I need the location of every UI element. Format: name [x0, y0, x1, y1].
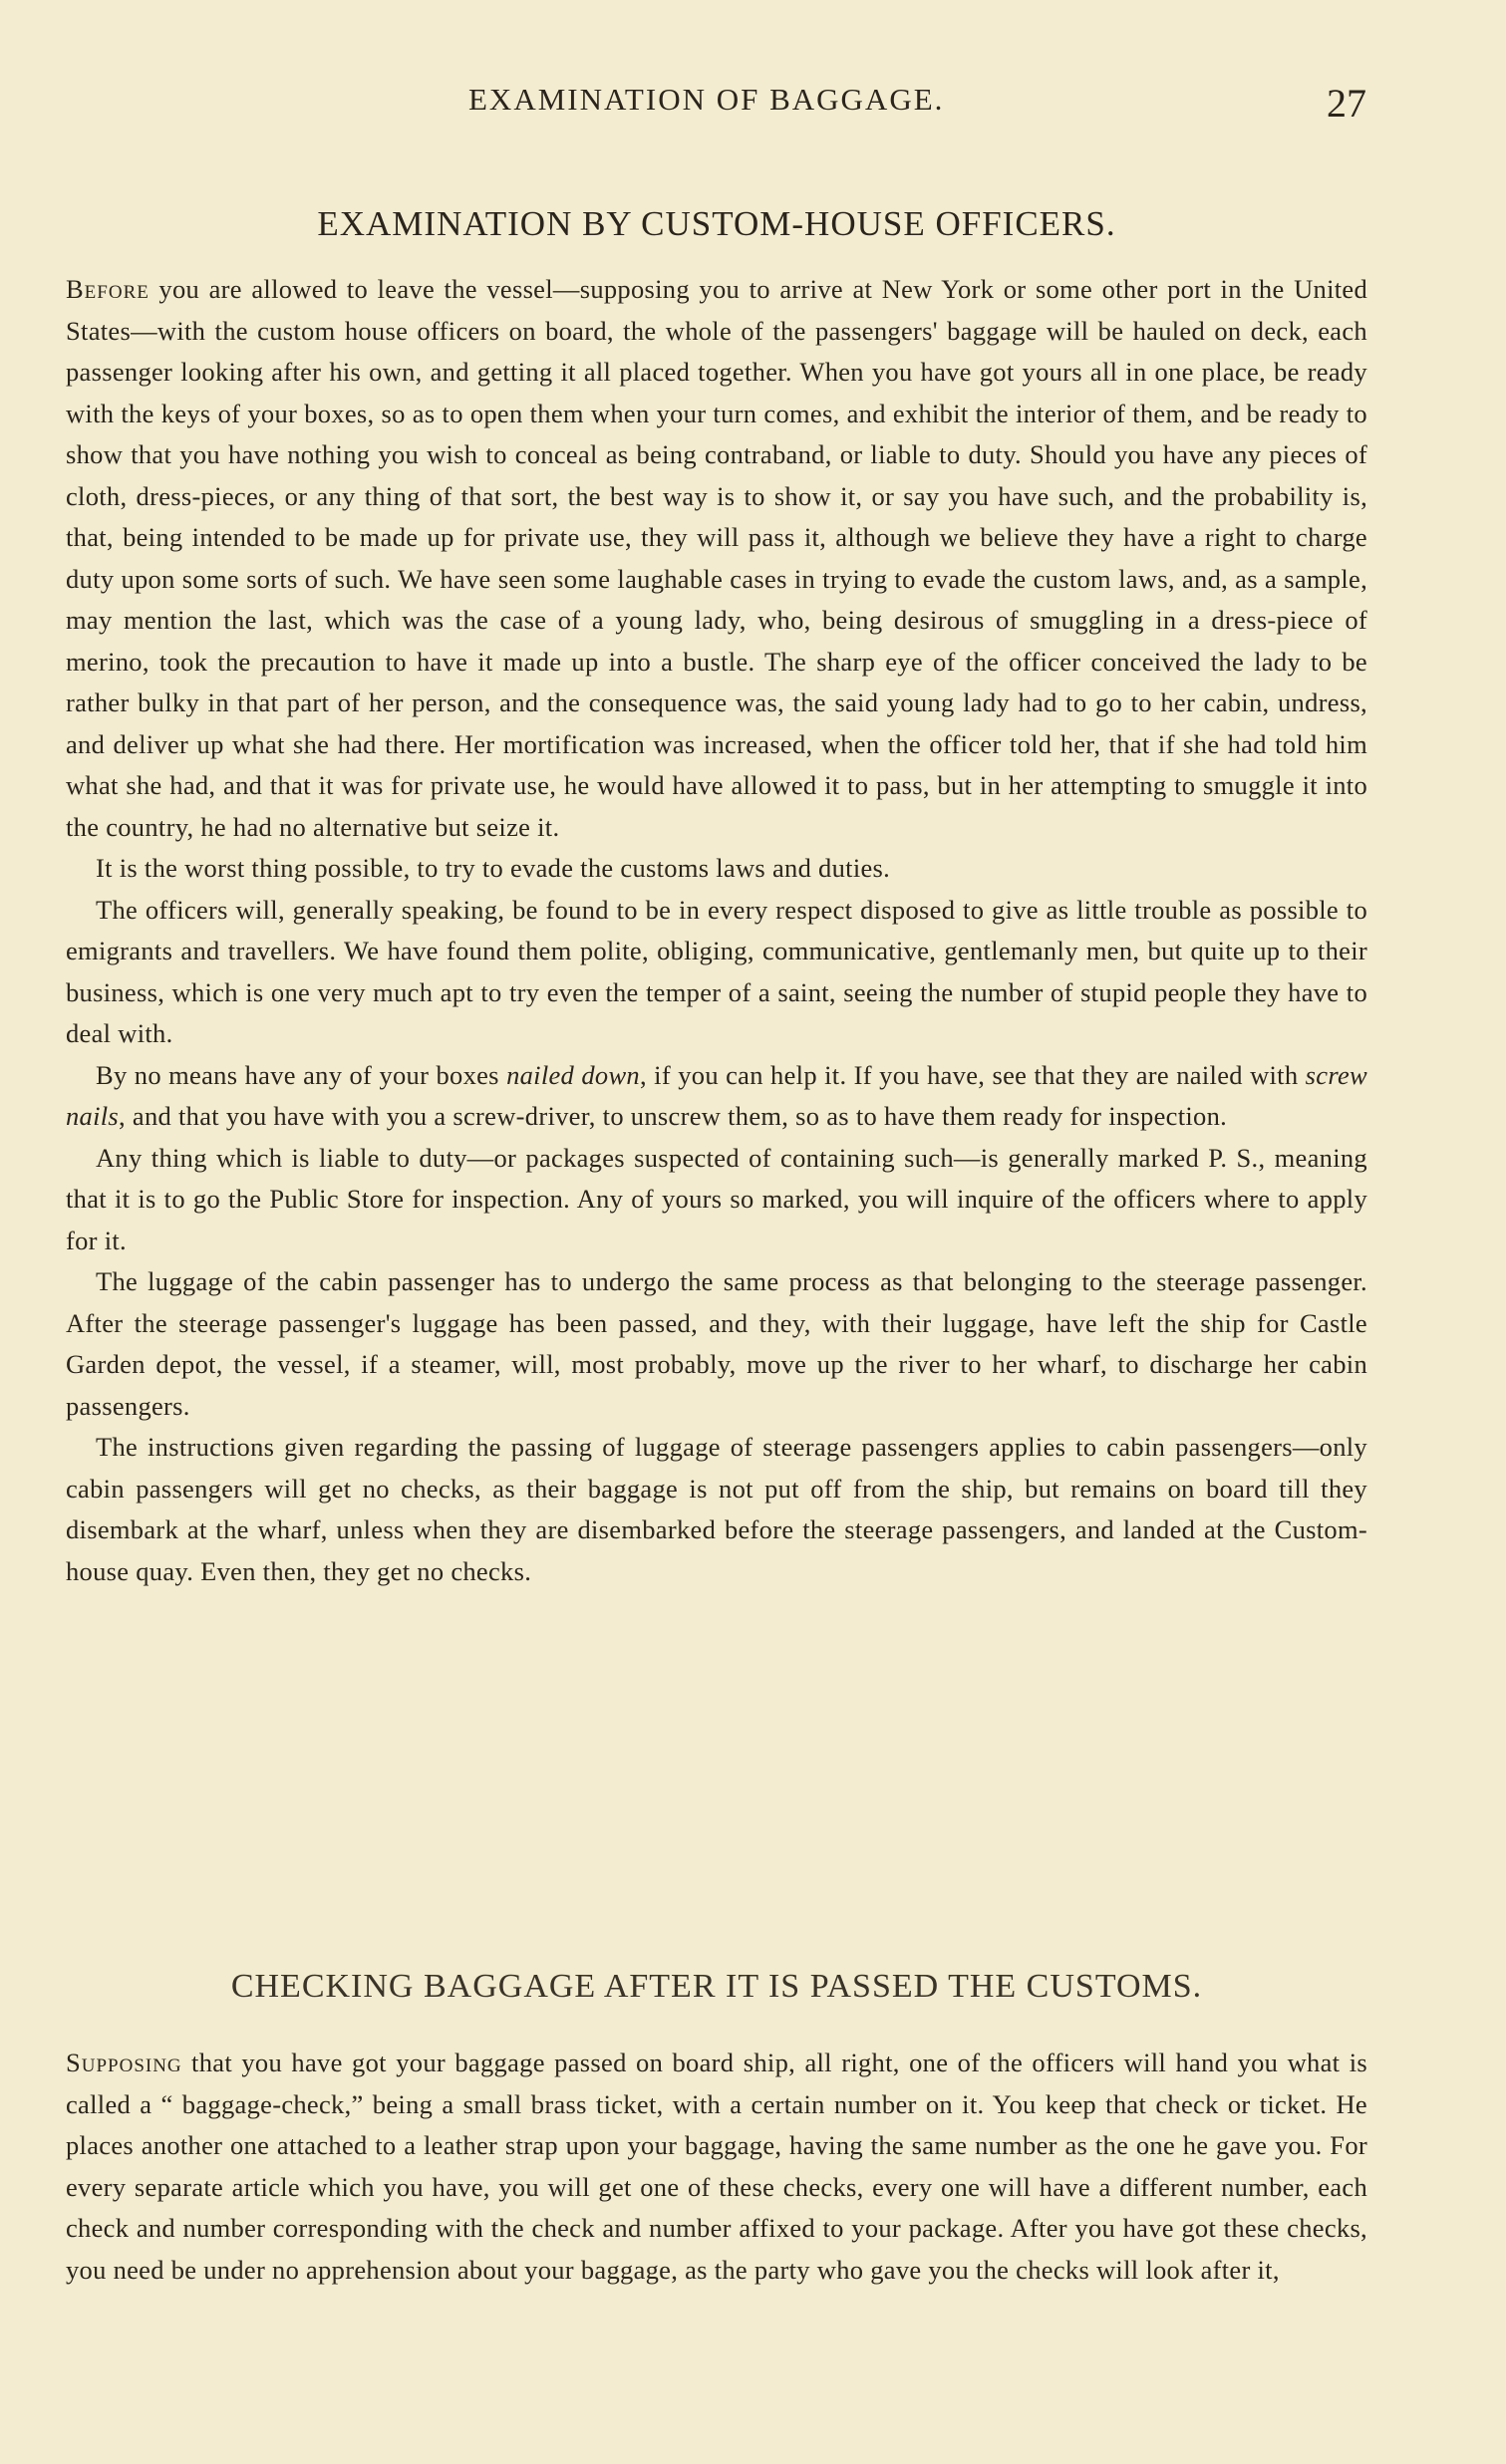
paragraph-lead-word: Before — [66, 274, 150, 304]
paragraph-lead-word: Supposing — [66, 2048, 182, 2077]
paragraph-text: , and that you have with you a screw-driver, to unscrew them, so as to have them ready for inspection. — [119, 1101, 1228, 1131]
paragraph-1 — [66, 269, 1367, 848]
paragraph-text: , if you can help it. If you have, see that they are nailed with — [639, 1059, 1306, 1090]
paragraph-text: By no means have any of your boxes — [96, 1059, 507, 1090]
emphasis-screw-nails: screw nails — [66, 1059, 1367, 1131]
paragraph-6: The luggage of the cabin passenger has to undergo the same process as that belonging to the steerage passenger. After the steerage passenger's luggage has been passed, and they, with their luggage, have left the ship for Castle Garden depot, the vessel, if a steamer, will, most probably, move up the river to her wharf, to discharge her cabin passengers. — [66, 1266, 1367, 1421]
paragraph-5: Any thing which is liable to duty—or packages suspected of containing such—is generally marked P. S., meaning that it is to go the Public Store for inspection. Any of yours so marked, you will inquire of the officers where to apply for it. — [66, 1142, 1367, 1255]
section-heading-examination: EXAMINATION BY CUSTOM-HOUSE OFFICERS. — [317, 204, 1116, 243]
page-number: 27 — [1327, 81, 1366, 126]
section-body-examination — [66, 269, 1367, 1592]
running-title: EXAMINATION OF BAGGAGE. — [468, 82, 945, 117]
paragraph-8 — [66, 2043, 1367, 2291]
emphasis-nailed-down: nailed down — [506, 1059, 640, 1090]
running-head — [0, 80, 1506, 130]
section-heading-checking: CHECKING BAGGAGE AFTER IT IS PASSED THE CUSTOMS. — [230, 1968, 1203, 2005]
paragraph-2: It is the worst thing possible, to try to evade the customs laws and duties. — [96, 853, 891, 883]
section-body-checking — [66, 2043, 1367, 2291]
paragraph-text: you are allowed to leave the vessel—supposing you to arrive at New York or some other port in the United States—with the custom house officers on board, the whole of the passengers' baggage will be hauled on deck, each passenger looking after his own, and getting it all placed together. When you have got yours all in one place, be ready with the keys of your boxes, so as to open them when your turn comes, and exhibit the interior of them, and be ready to show that you have nothing you wish to conceal as being contraband, or liable to duty. Should you have any pieces of cloth, dress-pieces, or any thing of that sort, the best way is to show it, or say you have such, and the probability is, that, being intended to be made up for private use, they will pass it, although we believe they have a right to charge duty upon some sorts of such. We have seen some laughable cases in trying to evade the custom laws, and, as a sample, may mention the last, which was the case of a young lady, who, being desirous of smuggling in a dress-piece of merino, took the precaution to have it made up into a bustle. The sharp eye of the officer conceived the lady to be rather bulky in that part of her person, and the consequence was, the said young lady had to go to her cabin, undress, and deliver up what she had there. Her mortification was increased, when the officer told her, that if she had told him what she had, and that it was for private use, he would have allowed it to pass, but in her attempting to smuggle it into the country, he had no alternative but seize it. — [66, 274, 1367, 842]
paragraph-3: The officers will, generally speaking, be found to be in every respect disposed to give as little trouble as possible to emigrants and travellers. We have found them polite, obliging, communicative, gentlemanly men, but quite up to their business, which is one very much apt to try even the temper of a saint, seeing the number of stupid people they have to deal with. — [66, 894, 1367, 1048]
paragraph-text: that you have got your baggage passed on board ship, all right, one of the officers will hand you what is called a “ baggage-check,” being a small brass ticket, with a certain number on it. You keep that check or ticket. He places another one attached to a leather strap upon your baggage, having the same number as the one he gave you. For every separate article which you have, you will get one of these checks, every one will have a different number, each check and number corresponding with the check and number affixed to your package. After you have got these checks, you need be under no apprehension about your baggage, as the party who gave you the checks will look after it, — [66, 2048, 1367, 2285]
paragraph-4 — [66, 1055, 1367, 1138]
paragraph-7: The instructions given regarding the passing of luggage of steerage passengers applies to cabin passengers—only cabin passengers will get no checks, as their baggage is not put off from the ship, but remains on board till they disembark at the wharf, unless when they are disembarked before the steerage passengers, and landed at the Custom-house quay. Even then, they get no checks. — [66, 1432, 1367, 1586]
